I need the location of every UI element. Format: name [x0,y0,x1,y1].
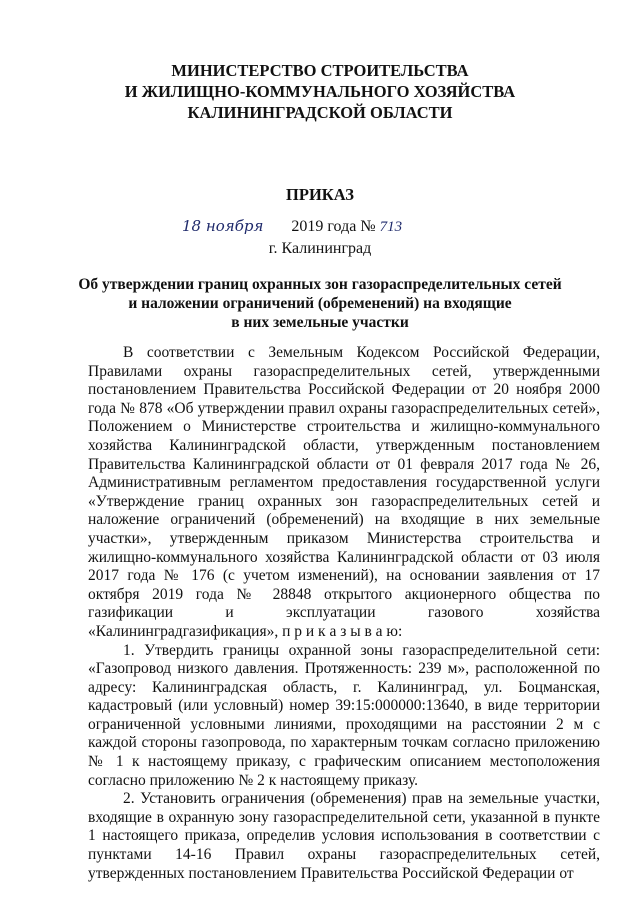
ministry-line-2: И ЖИЛИЩНО-КОММУНАЛЬНОГО ХОЗЯЙСТВА [124,82,516,101]
item-2-paragraph: 2. Установить ограничения (обременения) прав на земельные участки, входящие в охранную зону газораспределительной сети, указанной в пункте 1 настоящего приказа, определив условия использования в соответствии с пунктами 14-16 Правил охраны газораспределительных сетей, утвержденных постановлением Правительства Российской Федерации от [88,790,600,882]
handwritten-order-number: 713 [379,219,403,235]
subject-line-3: в них земельные участки [231,314,409,331]
order-subject [0,275,640,332]
order-title: ПРИКАЗ [286,185,354,204]
preamble-paragraph: В соответствии с Земельным Кодексом Российской Федерации, Правилами охраны газораспределительных сетей, утвержденными постановлением Правительства Российской Федерации от 20 ноября 2000 года № 878 «Об утверждении правил охраны газораспределительных сетей», Положением о Министерстве строительства и жилищно-коммунального хозяйства Калининградской области, утвержденным постановлением Правительства Калининградской области от 01 февраля 2017 года № 26, Административным регламентом предоставления государственной услуги «Утверждение границ охранных зон газораспределительных сетей и наложение ограничений (обременений) на входящие в них земельные участки», утвержденным приказом Министерства строительства и жилищно-коммунального хозяйства Калининградской области от 03 июля 2017 года № 176 (с учетом изменений), на основании заявления от 17 октября 2019 года № 28848 открытого акционерного общества по газификации и эксплуатации газового хозяйства «Калининградгазификация», п р и к а з ы в а ю: [88,344,600,640]
ministry-line-1: МИНИСТЕРСТВО СТРОИТЕЛЬСТВА [171,61,469,80]
order-date-line [182,217,602,236]
order-body [88,344,600,883]
handwritten-date: 18 ноября [182,217,264,235]
order-year-text: 2019 года № [291,218,376,235]
ministry-header [0,60,640,123]
ministry-line-3: КАЛИНИНГРАДСКОЙ ОБЛАСТИ [187,103,453,122]
subject-line-1: Об утверждении границ охранных зон газораспределительных сетей [78,276,562,293]
subject-line-2: и наложении ограничений (обременений) на входящие [128,295,512,312]
item-1-paragraph: 1. Утвердить границы охранной зоны газораспределительной сети: «Газопровод низкого давления. Протяженность: 239 м», расположенной по адресу: Калининградская область, г. Калининград, ул. Боцманская, кадастровый (или условный) номер 39:15:000000:13640, в виде территории ограниченной условными линиями, проходящими на расстоянии 2 м с каждой стороны газопровода, по характерным точкам согласно приложению № 1 к настоящему приказу, с графическим описанием местоположения согласно приложению № 2 к настоящему приказу. [88,641,600,789]
order-city: г. Калининград [268,240,372,257]
